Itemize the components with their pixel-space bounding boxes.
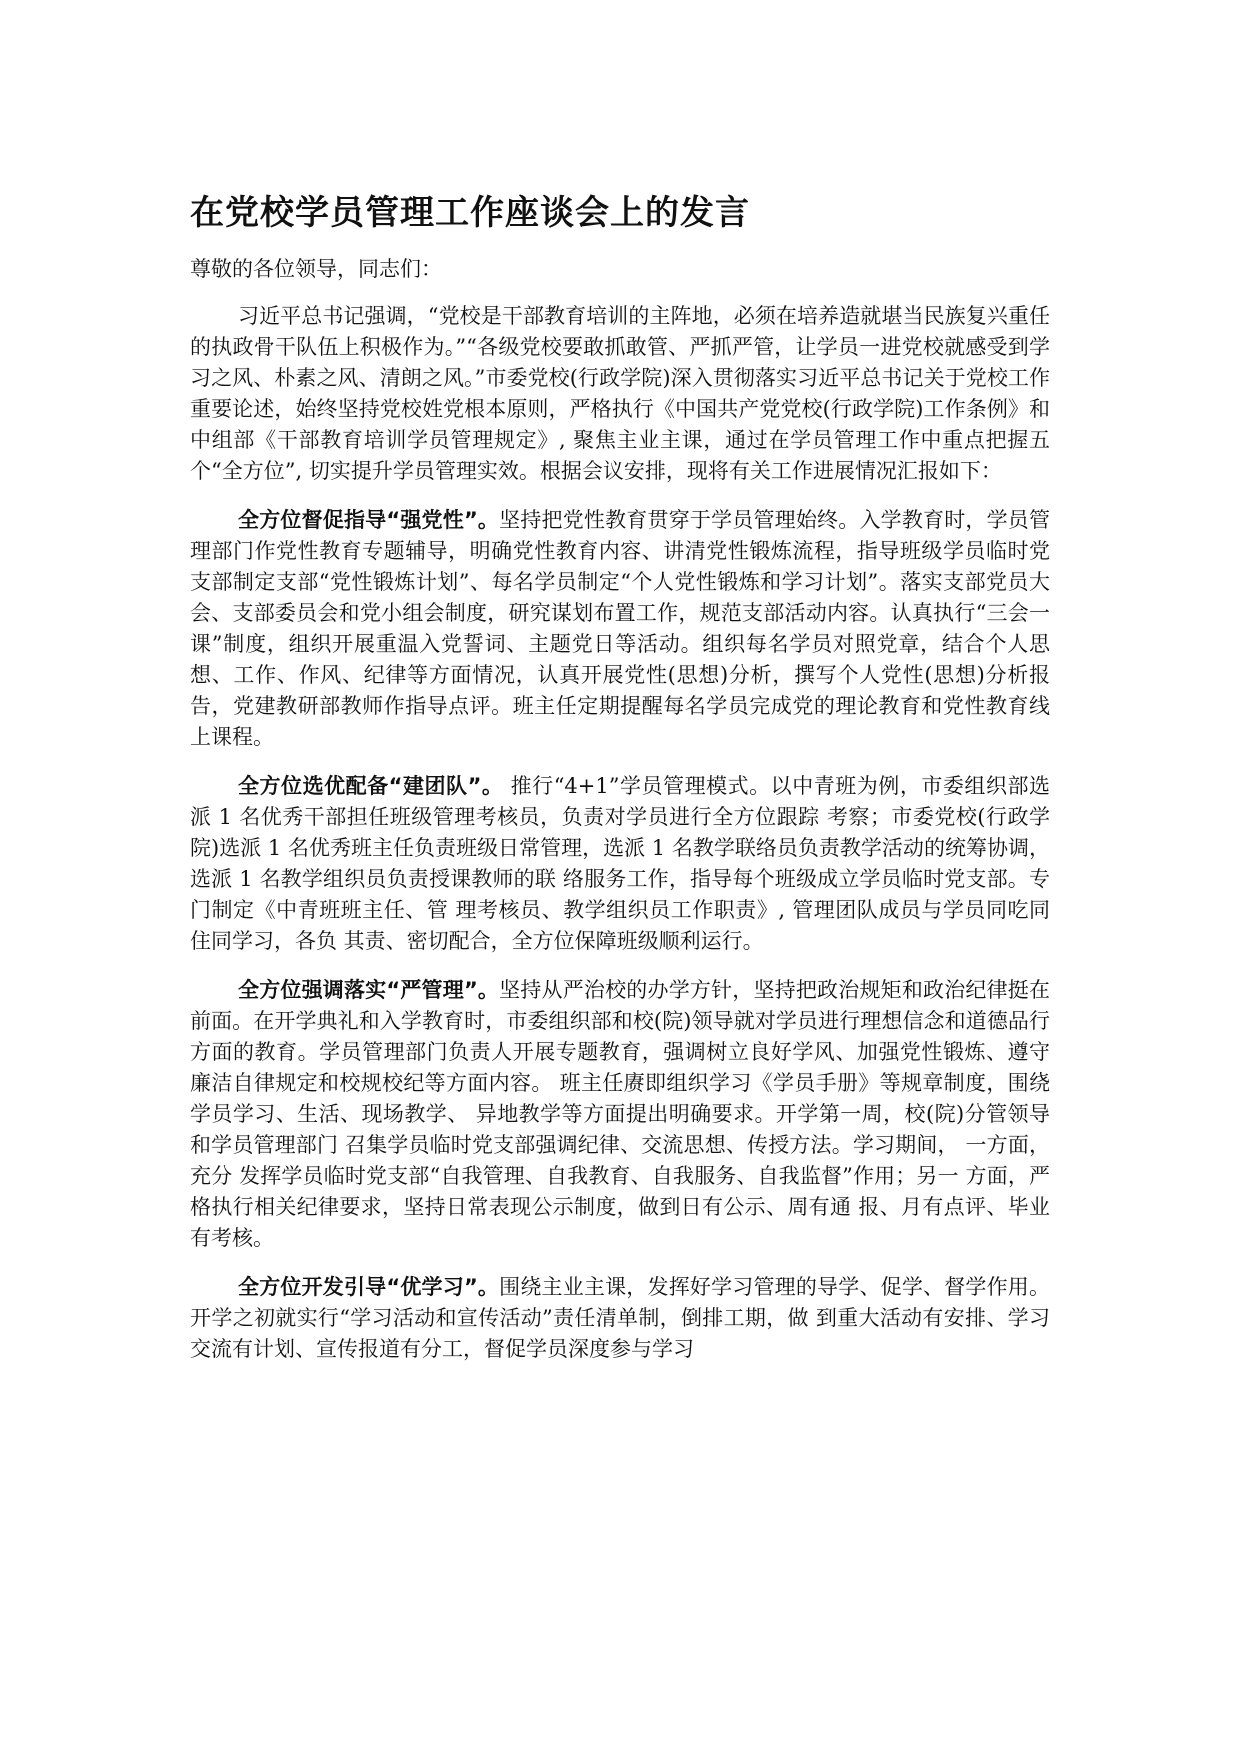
section-heading: 全方位选优配备“建团队”。 — [238, 774, 504, 798]
section-body: 围绕主业主课，发挥好学习管理的导学、促学、督学作用。开学之初就实行“学习活动和宣传活动”责任清单制，倒排工期，做 到重大活动有安排、学习交流有计划、宣传报道有分工，督促学员深度参与学习 — [190, 1275, 1051, 1361]
section-optimize-learning — [190, 1272, 1050, 1365]
intro-paragraph: 习近平总书记强调，“党校是干部教育培训的主阵地，必须在培养造就堪当民族复兴重任的执政骨干队伍上积极作为。”“各级党校要敢抓敢管、严抓严管，让学员一进党校就感受到学习之风、朴素之风、清朗之风。”市委党校(行政学院)深入贯彻落实习近平总书记关于党校工作重要论述，始终坚持党校姓党根本原则，严格执行《中国共产党党校(行政学院)工作条例》和中组部《干部教育培训学员管理规定》, 聚焦主业主课，通过在学员管理工作中重点把握五个“全方位”, 切实提升学员管理实效。根据会议安排，现将有关工作进展情况汇报如下： — [190, 304, 1050, 483]
section-body: 坚持从严治校的办学方针，坚持把政治规矩和政治纪律挺在前面。在开学典礼和入学教育时，市委组织部和校(院)领导就对学员进行理想信念和道德品行方面的教育。学员管理部门负责人开展专题教育，强调树立良好学风、加强党性锻炼、遵守廉洁自律规定和校规校纪等方面内容。 班主任赓即组织学习《学员手册》等规章制度，围绕学员学习、生活、现场教学、 异地教学等方面提出明确要求。开学第一周，校(院)分管领导和学员管理部门 召集学员临时党支部强调纪律、交流思想、传授方法。学习期间， 一方面，充分 发挥学员临时党支部“自我管理、自我教育、自我服务、自我监督”作用；另一 方面，严格执行相关纪律要求，坚持日常表现公示制度，做到日有公示、周有通 报、月有点评、毕业有考核。 — [190, 978, 1051, 1250]
section-body: 坚持把党性教育贯穿于学员管理始终。入学教育时，学员管理部门作党性教育专题辅导，明确党性教育内容、讲清党性锻炼流程，指导班级学员临时党支部制定支部“党性锻炼计划”、每名学员制定“个人党性锻炼和学习计划”。落实支部党员大会、支部委员会和党小组会制度，研究谋划布置工作，规范支部活动内容。认真执行“三会一课”制度，组织开展重温入党誓词、主题党日等活动。组织每名学员对照党章，结合个人思想、工作、作风、纪律等方面情况，认真开展党性(思想)分析，撰写个人党性(思想)分析报告，党建教研部教师作指导点评。班主任定期提醒每名学员完成党的理论教育和党性教育线上课程。 — [190, 508, 1051, 749]
section-strict-management — [190, 975, 1050, 1254]
document-title: 在党校学员管理工作座谈会上的发言 — [190, 193, 750, 233]
section-heading: 全方位强调落实“严管理”。 — [238, 978, 500, 1002]
document-page — [190, 190, 1050, 1383]
section-strengthen-party-spirit — [190, 505, 1050, 753]
section-build-team — [190, 771, 1050, 957]
section-heading: 全方位开发引导“优学习”。 — [238, 1275, 500, 1299]
section-heading: 全方位督促指导“强党性”。 — [238, 508, 500, 532]
salutation: 尊敬的各位领导，同志们： — [190, 257, 442, 281]
section-body: 推行“4+1”学员管理模式。以中青班为例，市委组织部选派 1 名优秀干部担任班级管理考核员，负责对学员进行全方位跟踪 考察；市委党校(行政学院)选派 1 名优秀班主任负责班级日常管理，选派 1 名教学联络员负责教学活动的统筹协调，选派 1 名教学组织员负责授课教师的联 络服务工作，指导每个班级成立学员临时党支部。专门制定《中青班班主任、管 理考核员、教学组织员工作职责》, 管理团队成员与学员同吃同住同学习，各负 其责、密切配合，全方位保障班级顺利运行。 — [190, 774, 1050, 953]
